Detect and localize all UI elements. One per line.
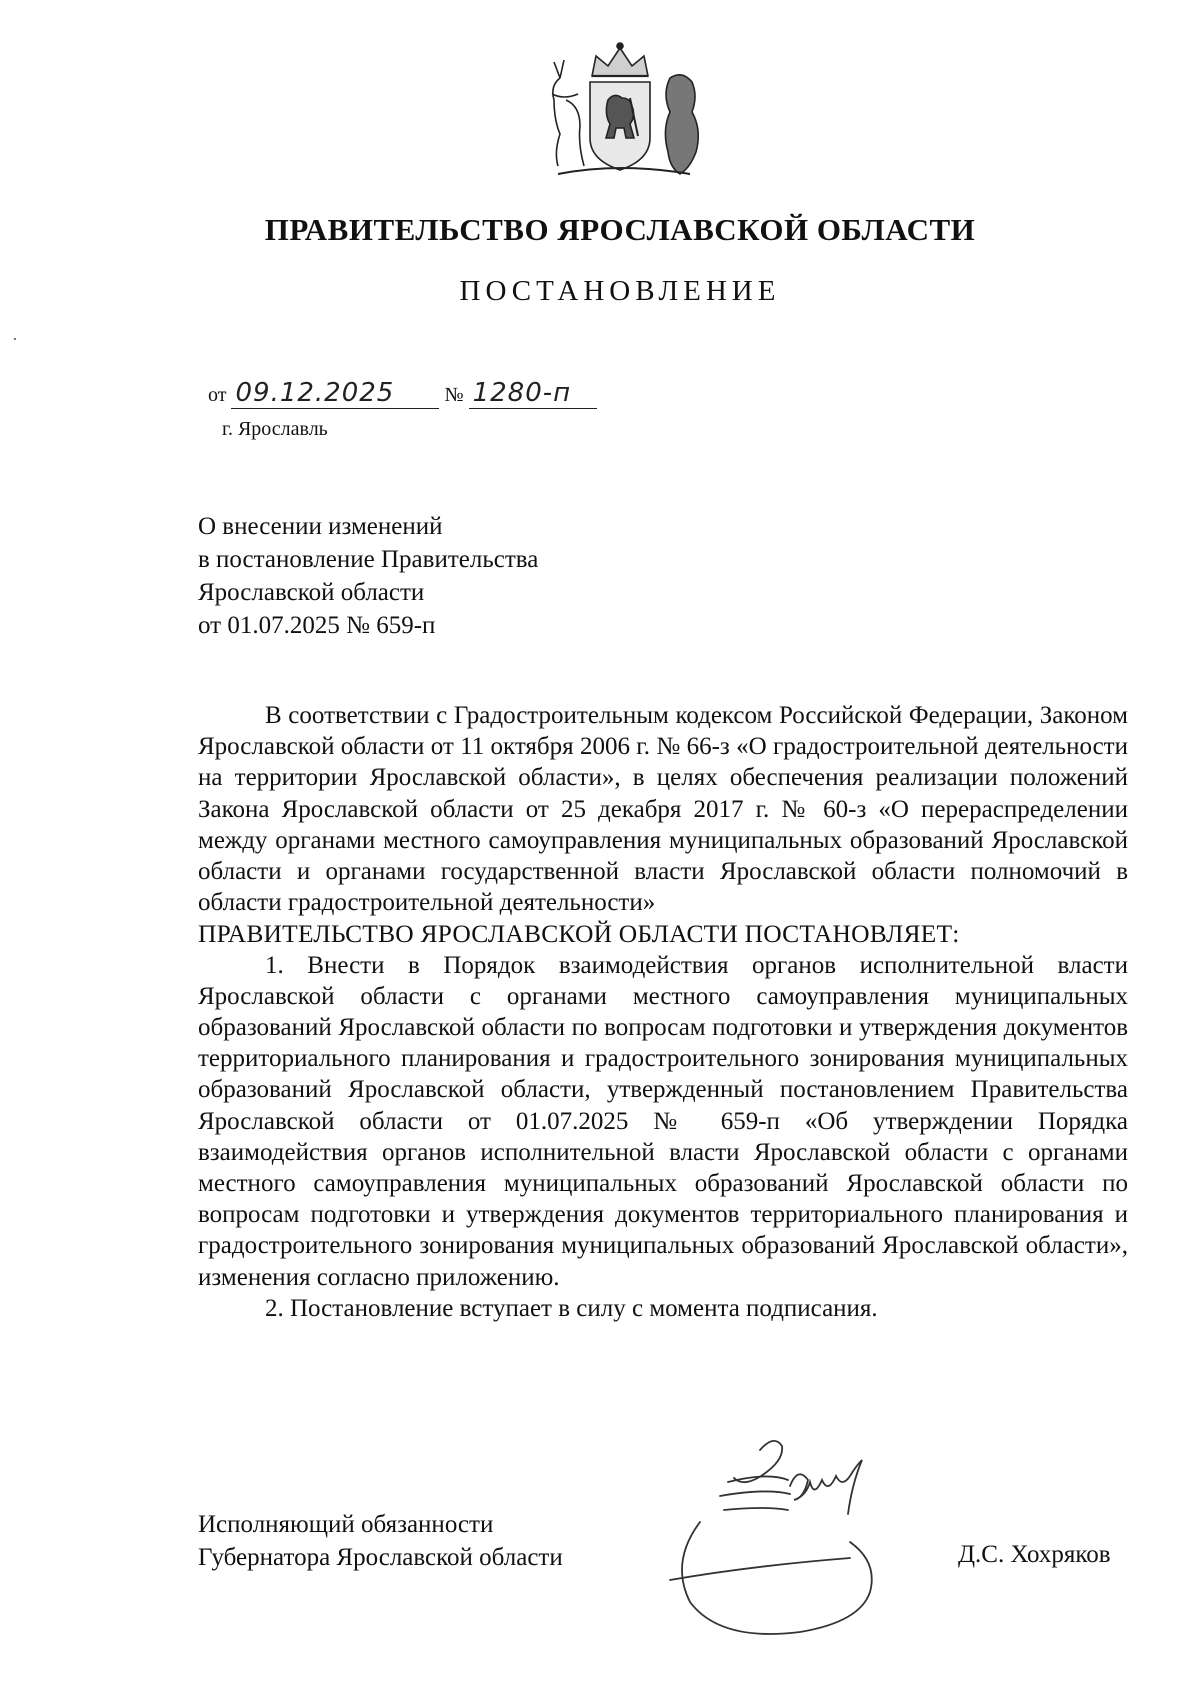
date-prefix: от xyxy=(208,384,227,406)
subject-line: в постановление Правительства xyxy=(198,546,539,573)
subject-block xyxy=(198,510,538,642)
document-type: ПОСТАНОВЛЕНИЕ xyxy=(459,275,781,307)
document-body xyxy=(198,700,1128,1324)
organization-title: ПРАВИТЕЛЬСТВО ЯРОСЛАВСКОЙ ОБЛАСТИ xyxy=(264,212,976,247)
subject-line: Ярославской области xyxy=(198,579,425,606)
position-line: Губернатора Ярославской области xyxy=(198,1544,563,1571)
preamble-paragraph: В соответствии с Градостроительным кодексом Российской Федерации, Законом Ярославской области от 11 октября 2006 г. № 66-з «О градостроительной деятельности на территории Ярославской области», в целях обеспечения реализации положений Закона Ярославской области от 25 декабря 2017 г. № 60-з «О перераспределении между органами местного самоуправления муниципальных образований Ярославской области и органами государственной власти Ярославской области полномочий в области градостроительной деятельности» xyxy=(198,702,1128,917)
handwritten-number: 1280-п xyxy=(469,378,597,409)
decree-line: ПРАВИТЕЛЬСТВО ЯРОСЛАВСКОЙ ОБЛАСТИ ПОСТАНОВЛЯЕТ: xyxy=(198,919,960,949)
handwritten-signature xyxy=(640,1430,920,1660)
number-prefix: № xyxy=(444,384,464,406)
subject-line: О внесении изменений xyxy=(198,513,443,540)
item-1-paragraph: 1. Внести в Порядок взаимодействия органов исполнительной власти Ярославской области с органами местного самоуправления муниципальных образований Ярославской области по вопросам подготовки и утверждения документов территориального планирования и градостроительного зонирования муниципальных образований Ярославской области, утвержденный постановлением Правительства Ярославской области от 01.07.2025 № 659-п «Об утверждении Порядка взаимодействия органов исполнительной власти Ярославской области с органами местного самоуправления муниципальных образований Ярославской области по вопросам подготовки и утверждения документов территориального планирования и градостроительного зонирования муниципальных образований Ярославской области», изменения согласно приложению. xyxy=(198,951,1128,1291)
item-2-paragraph: 2. Постановление вступает в силу с момента подписания. xyxy=(265,1294,878,1322)
signer-name: Д.С. Хохряков xyxy=(958,1541,1111,1568)
coat-of-arms-emblem xyxy=(530,38,710,183)
signatory-position xyxy=(198,1508,563,1574)
position-line: Исполняющий обязанности xyxy=(198,1511,494,1538)
registration-line xyxy=(208,378,597,409)
city: г. Ярославль xyxy=(222,418,328,440)
subject-line: от 01.07.2025 № 659-п xyxy=(198,612,436,639)
scan-artifact xyxy=(14,338,16,340)
handwritten-date: 09.12.2025 xyxy=(231,378,439,409)
